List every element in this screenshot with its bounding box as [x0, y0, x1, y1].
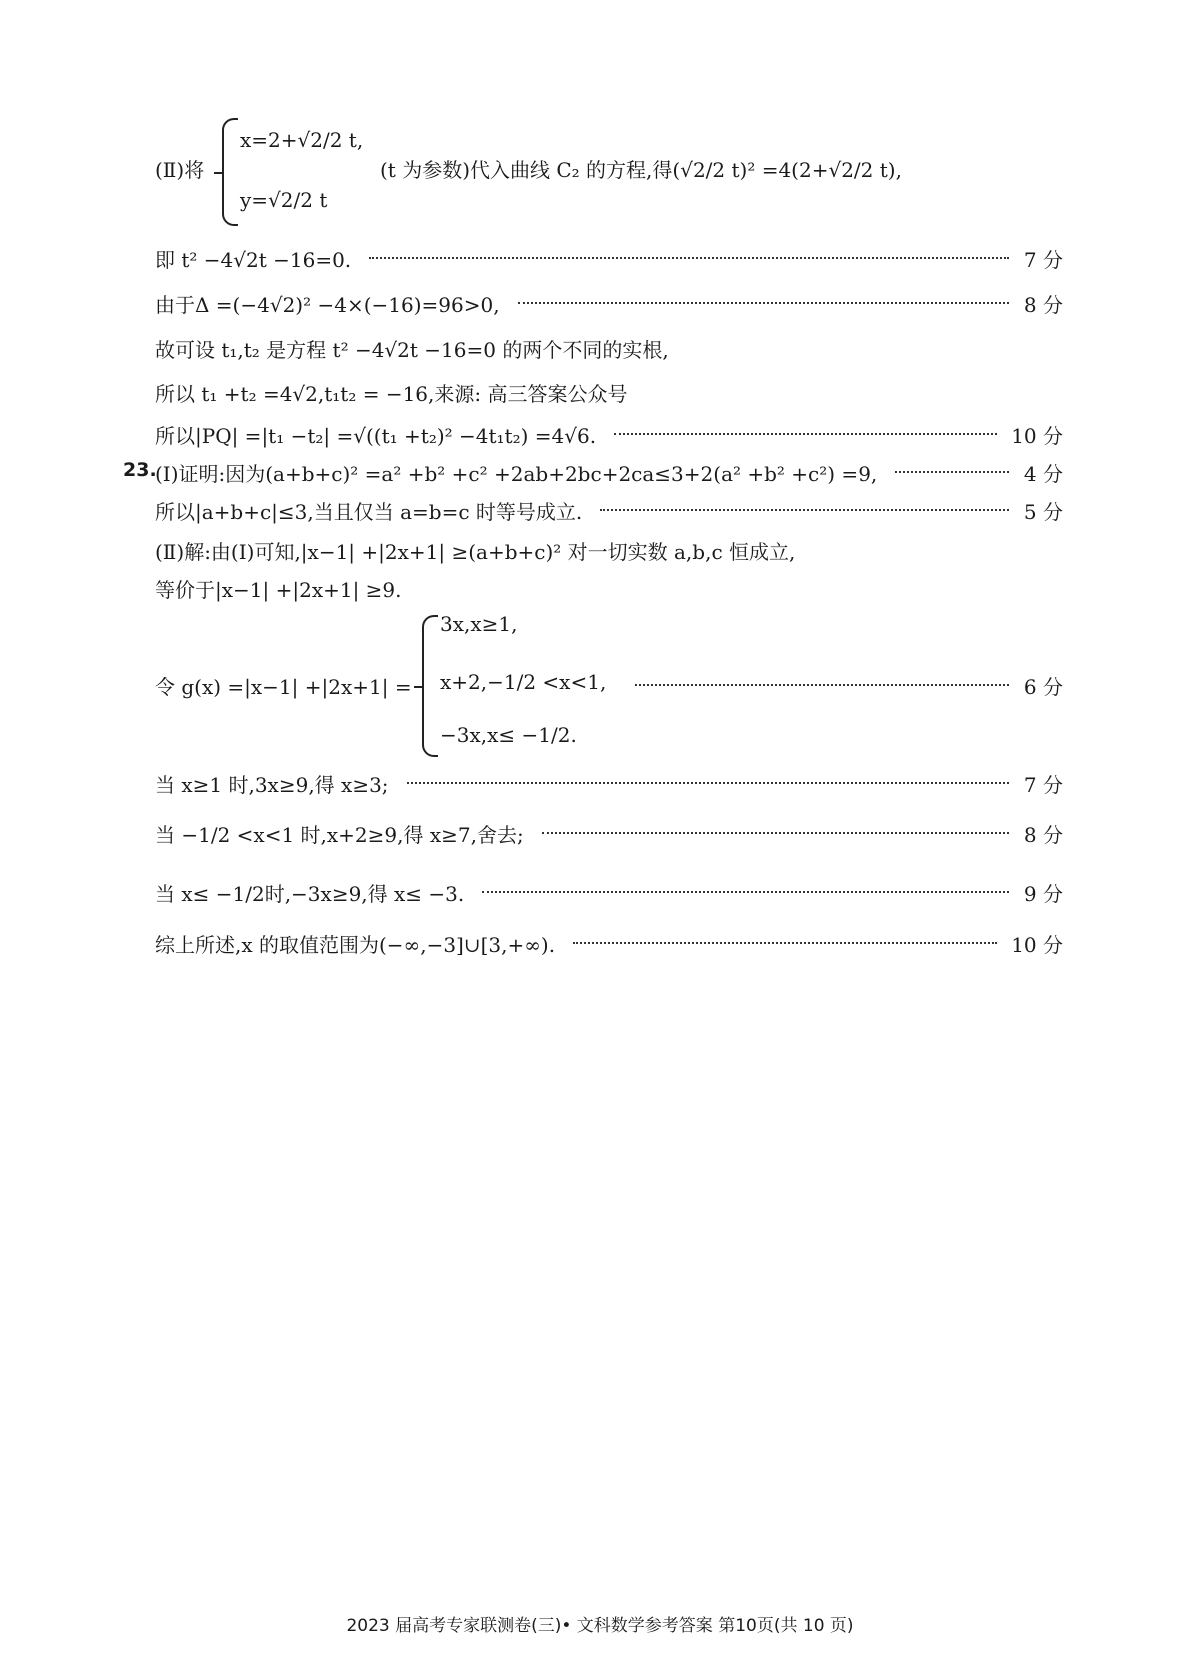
piecewise-brace [422, 615, 438, 757]
line-text: 所以|PQ| =|t₁ −t₂| =√((t₁ +t₂)² −4t₁t₂) =4√6. [155, 423, 597, 448]
leader-dots [614, 433, 997, 435]
score-label: 6 分 [1023, 674, 1063, 699]
solution-line-1 [155, 243, 1063, 273]
system-line-1: x=2+√2/2 t, [240, 128, 364, 152]
score-label: 7 分 [1023, 772, 1063, 797]
line-text: 当 −1/2 <x<1 时,x+2≥9,得 x≥7,舍去; [155, 822, 524, 847]
line-text: (Ⅱ)解:由(Ⅰ)可知,|x−1| +|2x+1| ≥(a+b+c)² 对一切实数 a,b,c 恒成立, [155, 539, 796, 564]
case-line-1 [155, 768, 1063, 798]
line-text: 故可设 t₁,t₂ 是方程 t² −4√2t −16=0 的两个不同的实根, [155, 337, 669, 362]
line-text: 由于Δ =(−4√2)² −4×(−16)=96>0, [155, 292, 500, 317]
leader-dots [635, 684, 1009, 686]
leader-dots [600, 509, 1009, 511]
q23-line-4 [155, 573, 1063, 603]
line-text: 所以|a+b+c|≤3,当且仅当 a=b=c 时等号成立. [155, 499, 583, 524]
score-label: 4 分 [1023, 461, 1063, 486]
line-text: (Ⅰ)证明:因为(a+b+c)² =a² +b² +c² +2ab+2bc+2ca≤3+2(a² +b² +c²) =9, [155, 461, 878, 486]
leader-dots [542, 832, 1009, 834]
case-line-3 [155, 877, 1063, 907]
leader-dots [518, 302, 1009, 304]
score-label: 9 分 [1023, 881, 1063, 906]
part2-suffix: (t 为参数)代入曲线 C₂ 的方程,得(√2/2 t)² =4(2+√2/2 t), [380, 158, 902, 182]
solution-line-5 [155, 419, 1063, 449]
score-label: 7 分 [1023, 247, 1063, 272]
line-text: 等价于|x−1| +|2x+1| ≥9. [155, 577, 402, 602]
piecewise-prefix: 令 g(x) =|x−1| +|2x+1| = [155, 674, 412, 699]
line-text: 当 x≤ −1/2时,−3x≥9,得 x≤ −3. [155, 881, 465, 906]
piecewise-case-3: −3x,x≤ −1/2. [440, 723, 577, 747]
solution-line-2 [155, 288, 1063, 318]
part2-prefix: (Ⅱ)将 [155, 158, 205, 182]
score-label: 10 分 [1011, 932, 1063, 957]
line-text: 即 t² −4√2t −16=0. [155, 247, 352, 272]
leader-dots [369, 257, 1009, 259]
q23-line-1 [155, 457, 1063, 487]
leader-dots [482, 891, 1009, 893]
line-text: 综上所述,x 的取值范围为(−∞,−3]∪[3,+∞). [155, 932, 556, 957]
piecewise-line [155, 670, 1063, 700]
page-footer: 2023 届高考专家联测卷(三)• 文科数学参考答案 第10页(共 10 页) [346, 1616, 854, 1636]
solution-line-4 [155, 377, 1063, 407]
case-line-4 [155, 928, 1063, 958]
leader-dots [573, 942, 997, 944]
piecewise-case-2: x+2,−1/2 <x<1, [440, 670, 607, 694]
line-text: 所以 t₁ +t₂ =4√2,t₁t₂ = −16,来源: 高三答案公众号 [155, 381, 628, 406]
q23-line-2 [155, 495, 1063, 525]
leader-dots [407, 782, 1009, 784]
system-line-2: y=√2/2 t [240, 188, 328, 212]
piecewise-case-1: 3x,x≥1, [440, 612, 518, 636]
system-brace [222, 118, 238, 226]
solution-line-3 [155, 333, 1063, 363]
score-label: 8 分 [1023, 822, 1063, 847]
score-label: 10 分 [1011, 423, 1063, 448]
q23-line-3 [155, 535, 1063, 565]
score-label: 5 分 [1023, 499, 1063, 524]
line-text: 当 x≥1 时,3x≥9,得 x≥3; [155, 772, 389, 797]
score-label: 8 分 [1023, 292, 1063, 317]
case-line-2 [155, 818, 1063, 848]
question-number: 23. [123, 459, 157, 481]
leader-dots [895, 471, 1009, 473]
